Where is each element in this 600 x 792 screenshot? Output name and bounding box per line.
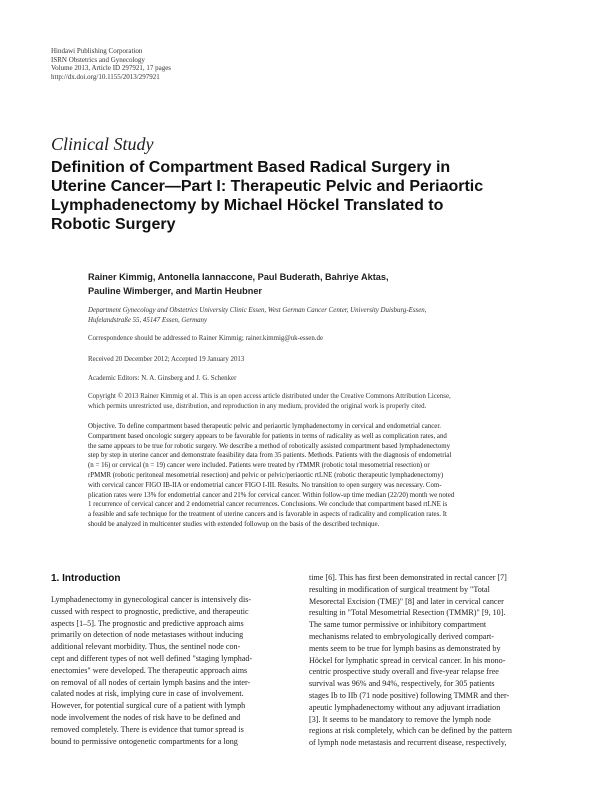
correspondence-note: Correspondence should be addressed to Rainer Kimmig; rainer.kimmig@uk-essen.de	[88, 335, 324, 342]
affiliation	[88, 306, 558, 325]
masthead-doi-link[interactable]: http://dx.doi.org/10.1155/2013/297921	[51, 72, 160, 81]
body-line: resulting in "Total Mesometrial Resection (TMMR)" [9, 10].	[309, 608, 506, 618]
masthead-publisher: Hindawi Publishing Corporation	[51, 47, 143, 55]
body-line: aspects [1–5]. The prognostic and predictive approach aims	[51, 618, 244, 628]
body-line: of lymph node metastasis and recurrent disease, respectively,	[309, 738, 507, 748]
title-line: Robotic Surgery	[51, 216, 176, 233]
abstract-line: 1 recurrence of cervical cancer and 2 endometrial cancer recurrences. Conclusions. We conclude that compartment based rtLNE is	[88, 501, 448, 509]
body-line: survival was 96% and 94%, respectively, for 305 patients	[309, 679, 495, 689]
body-line: mechanisms related to embryologically derived compart-	[309, 631, 494, 641]
abstract-line: step by step in uterine cancer and demonstrate feasibility data from 35 patients. Methods. Patients with the diagnosis of endometrial	[88, 452, 452, 460]
abstract-line: plication rates were 13% for endometrial cancer and 21% for cervical cancer. Within follow-up time median (22/20) month we noted	[88, 491, 455, 499]
article-title	[51, 158, 521, 234]
affiliation-line: Hufelandstraße 55, 45147 Essen, Germany	[88, 316, 208, 324]
body-line: Höckel for lymphatic spread in cervical cancer. In his mono-	[309, 655, 506, 665]
body-line: Mesorectal Excision (TME)" [8] and later in cervical cancer	[309, 596, 504, 606]
body-line: stages Ib to IIb (71 node positive) following TMMR and ther-	[309, 690, 510, 700]
body-line: However, for potential surgical cure of a patient with lymph	[51, 701, 246, 711]
masthead-journal: ISRN Obstetrics and Gynecology	[51, 55, 145, 64]
abstract-line: (n = 16) or cervical (n = 19) cancer were included. Patients were treated by rTMMR (robotic total mesometrial resection) or	[88, 462, 430, 470]
abstract-line: rPMMR (robotic peritoneal mesometrial resection) and pelvic or pelvic/periaortic rtLNE (robotic therapeutic lymphadenectomy)	[88, 471, 444, 479]
received-accepted-dates: Received 20 December 2012; Accepted 19 January 2013	[88, 356, 245, 363]
body-line: calated nodes at risk, implying cure in case of involvement.	[51, 689, 244, 699]
author-list	[88, 270, 389, 298]
body-line: primarily on detection of node metastases without inducing	[51, 630, 244, 640]
title-line: Uterine Cancer—Part I: Therapeutic Pelvic and Periaortic	[51, 178, 484, 195]
body-column-right	[309, 572, 549, 749]
body-line: The same tumor permissive or inhibitory compartment	[309, 620, 487, 630]
masthead-volume: Volume 2013, Article ID 297921, 17 pages	[51, 64, 172, 73]
abstract-line: should be analyzed in multicenter studies with extended followup on the basis of the described technique.	[88, 520, 380, 528]
body-line: removed completely. There is evidence that tumor spread is	[51, 724, 244, 734]
abstract	[88, 422, 558, 530]
body-line: regions at risk completely, which can be defined by the pattern	[309, 726, 512, 736]
body-line: apeutic lymphadenectomy without any adjuvant irradiation	[309, 702, 501, 712]
copyright-notice	[88, 392, 558, 411]
title-line: Lymphadenectomy by Michael Höckel Translated to	[51, 197, 444, 214]
body-line: cussed with respect to prognostic, predictive, and therapeutic	[51, 606, 249, 616]
abstract-line: Objective. To define compartment based therapeutic pelvic and periaortic lymphadenectomy in cervical and endometrial cancer.	[88, 423, 441, 430]
affiliation-line: Department Gynecology and Obstetrics University Clinic Essen, West German Cancer Center, University Duisburg-Essen,	[88, 307, 427, 314]
body-line: resulting in modification of surgical treatment by "Total	[309, 584, 490, 594]
body-line: centric prospective study overall and five-year relapse free	[309, 667, 499, 677]
body-line: on removal of all nodes of certain lymph basins and the inter-	[51, 677, 251, 687]
body-line: bound to permissive ontogenetic compartments for a long	[51, 736, 238, 746]
abstract-line: the same appears to be true for robotic surgery. We describe a method of robotically assisted compartment based lymphadenectomy	[88, 442, 451, 450]
body-line: enectomies" were developed. The therapeutic approach aims	[51, 665, 248, 675]
authors-line: Pauline Wimberger, and Martin Heubner	[88, 286, 263, 296]
body-line: node involvement the nodes of risk have to be defined and	[51, 712, 241, 722]
section-heading-introduction: 1. Introduction	[51, 573, 121, 584]
abstract-line: a feasible and safe technique for the treatment of uterine cancers and is favorable in aspects of radicality and complication rates. It	[88, 511, 447, 519]
article-type: Clinical Study	[51, 134, 154, 154]
journal-masthead	[51, 47, 171, 81]
abstract-line: Compartment based oncologic surgery appears to be favorable for patients in terms of radicality as well as complication rates, and	[88, 432, 447, 440]
body-line: cept and different types of not well defined "staging lymphad-	[51, 653, 253, 663]
abstract-line: with cervical cancer FIGO IB-IIA or endometrial cancer FIGO I-III. Results. No transition to open surgery was necessary. Com-	[88, 481, 442, 489]
authors-line: Rainer Kimmig, Antonella Iannaccone, Paul Buderath, Bahriye Aktas,	[88, 272, 389, 282]
copyright-line: Copyright © 2013 Rainer Kimmig et al. This is an open access article distributed under the Creative Commons Attribution License,	[88, 393, 451, 400]
copyright-line: which permits unrestricted use, distribution, and reproduction in any medium, provided the original work is properly cited.	[88, 402, 427, 410]
body-line: ments seem to be true for lymph basins as demonstrated by	[309, 643, 501, 653]
body-line: Lymphadenectomy in gynecological cancer is intensively dis-	[51, 595, 252, 604]
academic-editors: Academic Editors: N. A. Ginsberg and J. G. Schenker	[88, 375, 237, 382]
body-line: [3]. It seems to be mandatory to remove the lymph node	[309, 714, 491, 724]
title-line: Definition of Compartment Based Radical Surgery in	[51, 159, 451, 176]
body-line: time [6]. This has first been demonstrated in rectal cancer [7]	[309, 573, 507, 582]
body-column-left	[51, 572, 291, 747]
body-line: additional relevant morbidity. Thus, the sentinel node con-	[51, 642, 241, 652]
